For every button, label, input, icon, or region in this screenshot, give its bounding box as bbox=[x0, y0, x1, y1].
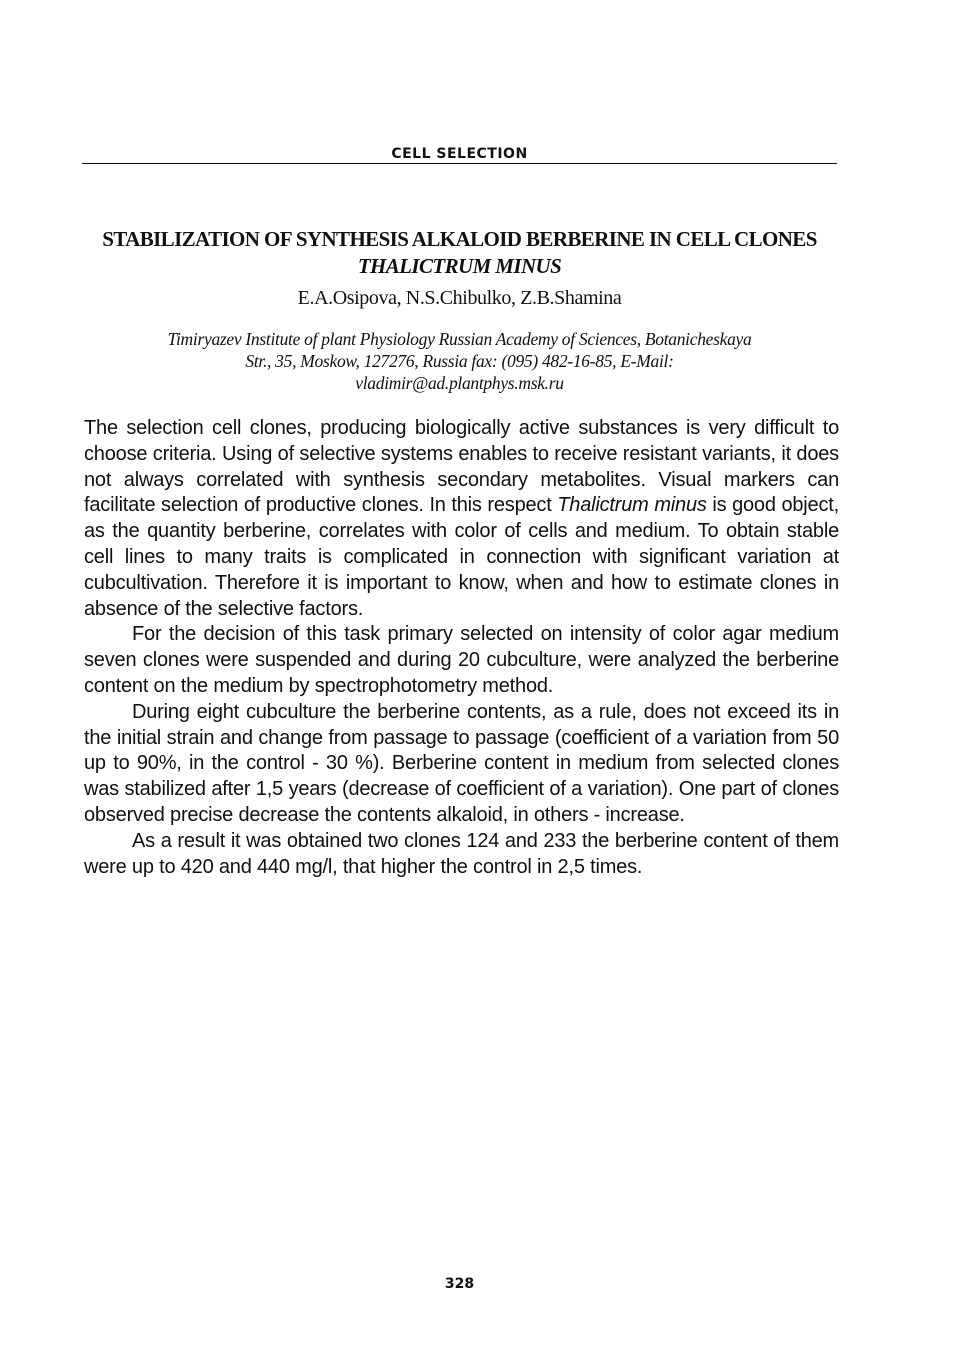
authors: E.A.Osipova, N.S.Chibulko, Z.B.Shamina bbox=[297, 287, 622, 309]
article-body bbox=[84, 416, 839, 880]
paragraph-1-start: The selection cell clones, producing biologically active substances is very difficult to choose criteria. Using of selective systems enables to receive resistant variants, it does not always correlated with synthesis secondary metabolites. Visual markers can facilitate selection of productive clones. In this respect bbox=[84, 417, 839, 517]
affiliation-email: vladimir@ad.plantphys.msk.ru bbox=[355, 373, 564, 393]
paragraph-3: During eight cubculture the berberine contents, as a rule, does not exceed its in the initial strain and change from passage to passage (coefficient of a variation from 50 up to 90%, in the control - 30 %). Berberine content in medium from selected clones was stabilized after 1,5 years (decrease of coefficient of a variation). One part of clones observed precise decrease the contents alkaloid, in others - increase. bbox=[84, 700, 839, 826]
title-species: THALICTRUM MINUS bbox=[357, 254, 562, 278]
paragraph-1-species: Thalictrum minus bbox=[557, 494, 707, 517]
affiliation-line: Str., 35, Moskow, 127276, Russia fax: (095) 482-16-85, E-Mail: bbox=[245, 351, 674, 371]
header-rule bbox=[82, 163, 837, 164]
article-title bbox=[82, 226, 837, 280]
running-header: CELL SELECTION bbox=[391, 146, 528, 162]
affiliation bbox=[82, 328, 837, 394]
paragraph-1-end: is good object, as the quantity berberine, correlates with color of cells and medium. To obtain stable cell lines to many traits is complicated in connection with significant variation at cubcultivation. Therefore it is important to know, when and how to estimate clones in absence of the selective factors. bbox=[84, 494, 839, 620]
paragraph-1 bbox=[84, 416, 839, 622]
affiliation-line: Timiryazev Institute of plant Physiology Russian Academy of Sciences, Botanicheskaya bbox=[167, 329, 752, 349]
paragraph-4: As a result it was obtained two clones 124 and 233 the berberine content of them were up to 420 and 440 mg/l, that higher the control in 2,5 times. bbox=[84, 829, 839, 878]
title-main: STABILIZATION OF SYNTHESIS ALKALOID BERBERINE IN CELL CLONES bbox=[102, 227, 817, 251]
page-number: 328 bbox=[444, 1276, 475, 1292]
paragraph-2: For the decision of this task primary selected on intensity of color agar medium seven clones were suspended and during 20 cubculture, were analyzed the berberine content on the medium by spectrophotometry method. bbox=[84, 623, 839, 697]
